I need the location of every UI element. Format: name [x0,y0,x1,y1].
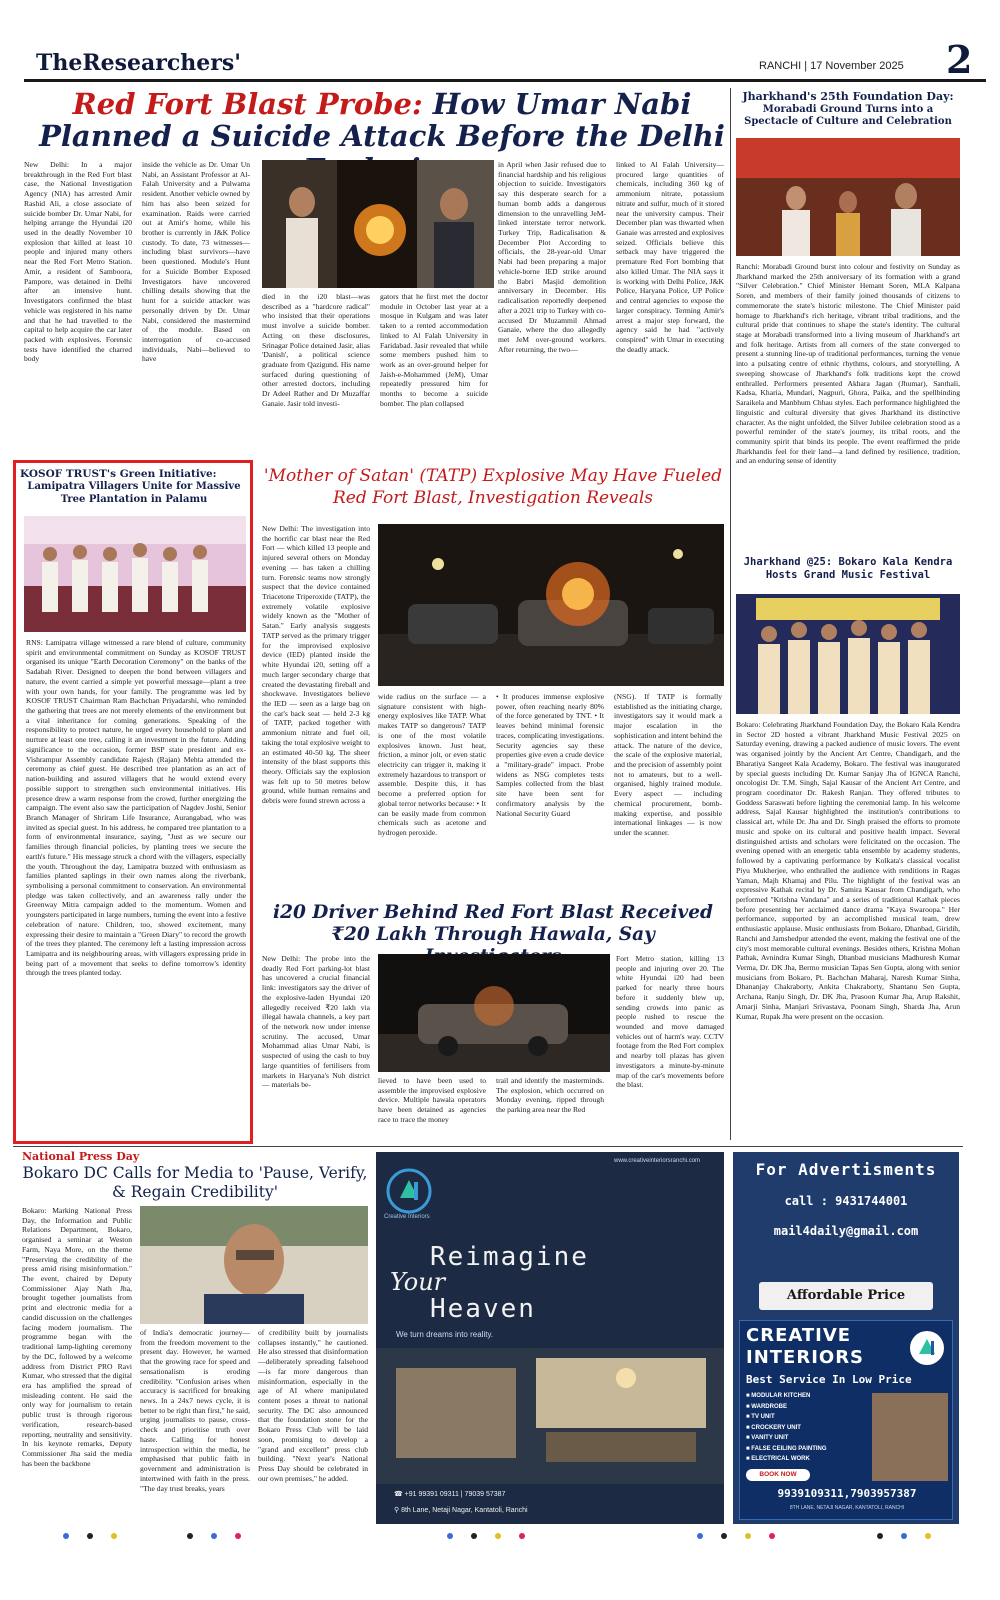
service-item: ■ MODULAR KITCHEN [746,1393,811,1399]
tatp-col-1: New Delhi: The investigation into the horrific car blast near the Red Fort — which killed 13 people and injured several others on Monday evening — has taken a chilling turn. Forensic teams now strongly suspect that the device contained Triacetone Triperoxide (TATP), the extremely volatile explosive widely known as the "Mother of Satan." Early analysis suggests TATP served as the primary trigger for the improvised explosive device (IED) planted inside the white Hyundai i20, setting off a much larger secondary charge that created the devastating fireball and shockwave. Investigators believe the IED — seen as a large bag on the car's back seat — held 2-3 kg of TATP, packed together with ammonium nitrate and fuel oil, taking the total explosive weight to an estimated 40-50 kg. The sheer intensity of the blast supports this theory. Officials say the explosion was felt up to 50 metres below ground, while human remains and debris were found strewn across a [262,524,370,806]
jharkhand-photo [736,138,960,256]
service-item: ■ VANITY UNIT [746,1435,789,1441]
press-day-col-3: of credibility built by journalists collapses instantly," he cautioned. He also stressed that disinformation—deliberately spreading falsehood—is far more dangerous than misinformation, especially in the age of AI where manipulated content poses a threat to national security. The DC also announced that the foundation stone for the Bokaro Press Club will be laid soon, promising to develop a "grand and excellent" press club building. "Next year's National Press Day should be celebrated in our own premises," he added. [258,1328,368,1483]
ad-address: ⚲ 8th Lane, Netaji Nagar, Kantatoli, Ranchi [394,1507,528,1514]
lead-col-3: died in the i20 blast—was described as a "hardcore radical" who insisted that their operations must involve a suicide bomber. Acting on these disclosures, Srinagar Police detained Jasir, alias 'Danish', a political science graduate from Qazigund. His name surfaced during questioning of other arrested doctors, including Dr Adeel Rather and Dr Muzaffar Ganaie. Jasir told investi- [262,292,370,408]
i20-photo [378,954,610,1072]
kosof-body: RNS: Lamipatra village witnessed a rare blend of culture, community spirit and environmental commitment on Sunday as KOSOF TRUST organised its unique "Earth Decoration Ceremony" on the banks of the Sadabah River. Designed to deepen the bond between villagers and nature, the event carried a simple yet powerful message—plant a tree with your own hands, for your family. The programme was led by KOSOF TRUST Chairman Ram Bachchan Priyadarshi, who reminded the gathering that trees are not merely elements of the environment but a vital inheritance for coming generations. Speaking of the responsibility to protect nature, he urged every household to plant and nurture at least one tree, calling it an investment in the future. Adding significance to the occasion, former BSP state president and ex-Vishrampur Assembly candidate Rajesh (Rajan) Mehta attended the ceremony as chief guest. He described tree plantation as an act of nation-building and assured villagers that he would extend every possible support to strengthen such environmental initiatives. His presence drew a warm response from the crowd, further energizing the campaign. The event also saw the participation of Nagdev Joshi, Senior Branch Manager of Shriram Life Insurance, Aurangabad, who was invited as special guest. In his address, he compared tree plantation to a form of environmental insurance, saying, "Just as we secure our families through financial policies, by planting trees we secure the earth's future." His message struck a chord with the villagers, especially the youth. Throughout the day, Lamipatra buzzed with enthusiasm as families planted saplings in their own names along the riverbank, symbolising a personal commitment to conservation. An environmental pledge was taken collectively, and an awareness rally under the Greenway Mitra campaign added to the momentum. Women and youngsters participated in large numbers, turning the event into a festive celebration of nature. Children, too, showed excitement, many expressing their desire to maintain a "Green Diary" to record the growth of the trees they planted. The ceremony left a lasting impression across Lamipatra and its neighbouring areas, with villagers expressing pride in being part of a movement that seeks to define tomorrow's identity through the trees planted today. [26,638,246,978]
interiors-logo-icon [386,1168,432,1214]
press-day-headline: Bokaro DC Calls for Media to 'Pause, Verify, & Regain Credibility' [22,1164,368,1201]
jharkhand-body: Ranchi: Morabadi Ground burst into colour and festivity on Sunday as Jharkhand marked the 25th anniversary of its formation with a grand "Silver Celebration." Chief Minister Hemant Soren, MLA Kalpana Soren, and members of their family joined thousands of citizens to commemorate the state's historic milestone. The Chief Minister paid homage to Jharkhand's rich heritage, vibrant tribal traditions, and the cultural pride that continues to shape the state's identity. The cultural stage at Morabadi transformed into a living museum of Jharkhand's art and folk heritage. Artists from all corners of the state converged to present a stunning line-up of traditional performances, turning the venue into a pulsating centre of ethnic rhythms, colours, and storytelling. A sweeping showcase of Jharkhand's folk traditions kept the crowd enthralled. Performers presented Akhara Jagan (Jhumar), Santhali, Kadsa, Kharia, Mundari, Nagpuri, Ghora, Paika, and the spellbinding Saraikela and Manbhum Chhau styles. Each performance highlighted the linguistic and cultural diversity that gives Jharkhand its distinctive character. As the night unfolded, the Silver Jubilee celebration stood as a powerful reminder of the state's journey, its tribal roots, and the community spirit that binds its people. The event reaffirmed the pride Jharkhandis feel for their land—a land defined by resilience, tradition, and an enduring sense of identity [736,262,960,466]
tatp-photo [378,524,724,686]
bokaro-kala-body: Bokaro: Celebrating Jharkhand Foundation Day, the Bokaro Kala Kendra in Sector 2D hosted a vibrant Jharkhand Music Festival 2025 on Saturday evening, drawing a packed audience of music lovers. The event was organised jointly by the Ancient Art Centre, Chandigarh, and the Bharatiya Sangeet Kala Academy, Bokaro. The festival was inaugurated by special guests including Dr. Kumar Sanjay Jha of IGNCA Ranchi, oncologist Dr. T.M. Singh, Sajal Kausar of the Ancient Art Centre, and program coordinator Dr. Rakesh Ranjan. They offered tributes to Goddess Saraswati before lighting the ceremonial lamp. In his welcome address, Sajal Kausar highlighted the institution's contributions to classical art, while Dr. Jha and Dr. Singh praised the efforts to promote music and spoke on its cultural and positive health impact. Several distinguished artists and scholars were felicitated on the occasion. The evening opened with an energetic tabla ensemble by academy students, followed by a captivating performance by Kolkata's classical vocalist Piyu Mukherjee, who enthralled the audience with renditions in Ragas Yaman, Majh Khamaj and Pilu. The highlight of the festival was an expressive Kathak recital by Dr. Samira Kausar from Chandigarh, who performed "Krishna Vandana" and a series of traditional Kathak pieces before presenting her acclaimed dance drama "Kaya Swaroopa." Her performance, supported by an accomplished musical team, drew enthusiastic applause. Music enthusiasts from Bokaro, Dhanbad, Giridih, Ranchi and Jamshedpur attended the event, making the festival one of the city's most memorable cultural evenings. Besides others, Krishna Mohan Pathak, Avnindra Kumar Singh, Dhanbad musicians Madhuresh Kumar Verma, Dr. DK Jha, Bermo musician Tapas Sen Gupta, along with senior musicians from Bokaro, Pt. Bachchan Maharaj, Naresh Kumar Sinha, Dhananjay Chakraborty, Ankita Chakraborty, Shantanu Sen Gupta, Archana, Ranju Singh, Dr. DK Jha, Prasoon Kumar Jha, Arup Rakshit, Amarji Sinha, Manjari Srivastava, Poonam Singh, Sharda Jha, Arun Kumar, Rupak Jha were present on the occasion. [736,720,960,1021]
lead-headline-red: Red Fort Blast Probe: [72,87,423,121]
newspaper-logo: TheResearchers' [36,50,241,76]
ad-email[interactable]: mail4daily@gmail.com [773,1224,919,1238]
card-phones[interactable]: 9939109311,7903957387 [777,1487,917,1500]
lead-col-1: New Delhi: In a major breakthrough in the Red Fort blast case, the National Investigation Agency (NIA) has arrested Amir Rashid Ali, a close associate of suicide bomber Dr. Umar Nabi, for helping arrange the Hyundai i20 used in the deadly November 10 explosion that killed at least 10 people and injured many others near the Red Fort Metro Station. Amir, a resident of Samboora, Pampore, was detained in Delhi after an intensive hunt. Investigators confirmed the blast vehicle was registered in his name and that he had travelled to the capital to help acquire the car later packed with explosives. Forensic tests have identified the charred body [24,160,132,364]
card-logo-icon [908,1329,946,1367]
tatp-col-3: • It produces immense explosive power, often reaching nearly 80% of the force generated by TNT. • It leaves behind minimal forensic traces, complicating investigations. Security agencies say these properties give even a crude device a "military-grade" impact. Probe widens as NSG completes tests Samples collected from the blast site have been sent for confirmatory analysis by the National Security Guard [496,692,604,818]
press-day-photo [140,1206,368,1324]
lead-col-5: in April when Jasir refused due to financial hardship and his religious objection to suicide. Investigators say this desperate search for a human bomb adds a dangerous dimension to the unravelling JeM-linked interstate terror network. Turkey Trip, Radicalisation & December Plot According to officials, the 28-year-old Umar Nabi had been preparing a major vehicle-borne IED strike around the Babri Masjid demolition anniversary in December. His radicalisation reportedly deepened after a 2021 trip to Turkey with co-accused Dr Muzammil Ahmad Ganaie, where the duo allegedly met JeM over-ground workers. After returning, the two— [498,160,606,354]
kosof-headline [20,468,248,506]
color-registration-strip [60,1527,960,1535]
ad-address-text: 8th Lane, Netaji Nagar, Kantatoli, Ranchi [401,1507,528,1514]
i20-headline: i20 Driver Behind Red Fort Blast Received ₹20 Lakh Through Hawala, Say [273,902,713,946]
i20-col-3: trail and identify the masterminds. The explosion, which occurred on Monday evening, ripped through the parking area near the Red [496,1076,604,1115]
jharkhand-headline [736,90,960,129]
tatp-col-2: wide radius on the surface — a signature consistent with high-energy explosives like TATP. What makes TATP so dangerous? TATP is one of the most volatile explosives known. Just heat, friction, a minor jolt, or even static electricity can trigger it, making it extremely hazardous to transport or assemble. Despite this, it has become a preferred option for global terror networks because: • It can be easily made from common chemicals such as acetone and hydrogen peroxide. [378,692,486,838]
card-slogan: Best Service In Low Price [746,1373,912,1386]
card-brand-1: CREATIVE [746,1325,852,1346]
creative-interiors-card[interactable] [739,1320,953,1520]
bokaro-kala-photo [736,594,960,714]
interiors-ad[interactable] [376,1152,724,1524]
card-kitchen-image [872,1393,948,1481]
card-brand-2: INTERIORS [746,1347,865,1368]
i20-col-2: lieved to have been used to assemble the improvised explosive device. Multiple hawala operators have been detained as agencies race to trace the money [378,1076,486,1124]
kosof-title: Lamipatra Villagers Unite for Massive Tree Plantation in Palamu [27,481,241,505]
masthead [24,37,986,82]
ad-interior-image [376,1348,724,1484]
service-item: ■ WARDROBE [746,1403,787,1410]
tatp-headline: 'Mother of Satan' (TATP) Explosive May Have Fueled Red Fort Blast, Investigation Reveals [263,466,723,508]
press-day-col-1: Bokaro: Marking National Press Day, the Information and Public Relations Department, Bokaro, organised a seminar at Weston Farm, Naya More, on the theme "Preserving the credibility of the press amid rising misinformation." The event, chaired by Deputy Commissioner Ajay Nath Jha, brought together journalists from print and electronic media for a candid discussion on the challenges facing modern journalism. The programme began with the traditional lamp-lighting ceremony by the DC, followed by a welcome address from District PRO Ravi Kumar, who stressed that the digital era has amplified the spread of misleading content. He said the only way for journalism to retain public trust is through rigorous verification, research-based reporting, neutrality and sensitivity. In his keynote remarks, Deputy Commissioner Jha said the media has been the backbone [22,1206,132,1468]
column-divider [730,88,731,1140]
i20-col-1: New Delhi: The probe into the deadly Red Fort parking-lot blast has uncovered a crucial financial link: investigators say the driver of the explosive-laden Hyundai i20 allegedly received ₹20 lakh via illegal hawala channels, a key part of the network now under intense scrutiny. The accused, Umar Mohammad alias Umar Nabi, is suspected of using the cash to buy large quantities of fertilisers from markets in Haryana's Nuh district — materials be- [262,954,370,1090]
affordable-price-badge: Affordable Price [759,1282,933,1310]
service-item: ■ TV UNIT [746,1414,775,1420]
lead-col-4: gators that he first met the doctor module in October last year at a mosque in Kulgam and was later taken to a rented accommodation linked to Al Falah University in Faridabad. Jasir revealed that while some members pushed him to work as an over-ground helper for Jaish-e-Mohammed (JeM), Umar repeatedly pressured him for months to become a suicide bomber. The plan collapsed [380,292,488,408]
advertisement-panel[interactable] [733,1152,959,1524]
ad-line-3: Heaven [430,1294,536,1324]
kosof-photo [24,516,246,632]
tatp-col-4: (NSG). If TATP is formally established as the initiating charge, investigators say it would mark a major escalation in the sophistication and intent behind the attack. The nature of the device, the scale of the explosive material, and the precision of assembly point not to amateurs, but to a well-organised, highly trained module. Every aspect — including chemical procurement, bomb-making expertise, and possible international linkages — is now under the scanner. [614,692,722,838]
section-divider [13,1146,963,1147]
press-day-col-2: of India's democratic journey—from the freedom movement to the present day. However, he warned that the growing race for speed and sensationalism is eroding credibility. "Confusion arises when accuracy is sacrificed for breaking news. In a 24x7 news cycle, it is better to be right than first," he said, urging journalists to pause, cross-check and prioritise truth over haste. Calling for honest introspection within the media, he emphasised that public faith in government and administration is intertwined with faith in the press. "The day trust breaks, years [140,1328,250,1493]
page-number: 2 [946,37,973,82]
kosof-kicker: KOSOF TRUST's Green Initiative: [20,468,217,480]
edition-date: RANCHI | 17 November 2025 [759,60,904,72]
i20-col-4: Fort Metro station, killing 13 people and injuring over 20. The white Hyundai i20 had been parked for nearly three hours before it suddenly blew up, sending crowds into panic as people rushed to rescue the wounded and move damaged vehicles out of harm's way. CCTV footage from the Red Fort complex and nearby toll plazas has given investigators a minute-by-minute map of the car's movements before the blast. [616,954,724,1090]
service-item: ■ ELECTRICAL WORK [746,1456,810,1462]
ad-line-1: Reimagine [430,1242,589,1272]
ad-tagline: We turn dreams into reality. [396,1330,494,1339]
jharkhand-kicker: Jharkhand's 25th Foundation Day: [742,90,954,103]
lead-col-6: linked to Al Falah University—procured large quantities of chemicals, including 360 kg of ammonium nitrate, potassium nitrate and sulfur, much of it stored near the university campus. Their December plan was thwarted when Ganaie was arrested and explosives seized. Officials believe this setback may have triggered the premature Red Fort bombing that also killed Umar. The NIA says it is working with Delhi Police, J&K Police, Haryana Police, UP Police and central agencies to expose the larger conspiracy. Terming Amir's arrest a major step forward, the agency said he had "actively conspired" with Umar in executing the deadly attack. [616,160,724,354]
ad-url[interactable]: www.creativeinteriorsranchi.com [614,1158,701,1164]
lead-headline-rest: How Umar Nabi Planned a Suicide Attack Before the Delhi [39,87,725,154]
lead-photo [262,160,494,288]
press-day-kicker: National Press Day [22,1150,140,1163]
book-now-button[interactable]: BOOK NOW [746,1469,810,1481]
jharkhand-title: Morabadi Ground Turns into a Spectacle of Culture and Celebration [744,103,952,128]
ad-line-2: Your [390,1268,446,1296]
service-item: ■ FALSE CEILING PAINTING [746,1445,827,1452]
ad-heading: For Advertisments [755,1160,937,1179]
ad-phone[interactable]: ☎ +91 99391 09311 | 79039 57387 [394,1491,506,1498]
card-services [746,1391,866,1465]
card-address: 8TH LANE, NETAJI NAGAR, KANTATOLI, RANCHI [789,1505,905,1511]
lead-col-2: inside the vehicle as Dr. Umar Un Nabi, an Assistant Professor at Al-Falah University and a Pulwama resident. Another vehicle owned by him has also been seized for examination. Raids were carried out at Amir's home, while his brother is currently in J&K Police custody. To date, 73 witnesses—including blast survivors—have been questioned. Module's Hunt for a Suicide Bomber Exposed Investigators have uncovered chilling details showing that the hunt for a suicide attacker was personally driven by Dr. Umar Nabi, considered the mastermind of the module. Based on interrogation of co-accused individuals, Nabi—believed to have [142,160,250,364]
service-item: ■ CROCKERY UNIT [746,1424,801,1431]
bokaro-kala-headline: Jharkhand @25: Bokaro Kala Kendra Hosts Grand Music Festival [743,556,953,582]
ad-phone-text[interactable]: +91 99391 09311 | 79039 57387 [404,1491,506,1498]
ad-call[interactable]: call : 9431744001 [784,1194,908,1208]
ad-brand: Creative Interiors [384,1214,430,1220]
